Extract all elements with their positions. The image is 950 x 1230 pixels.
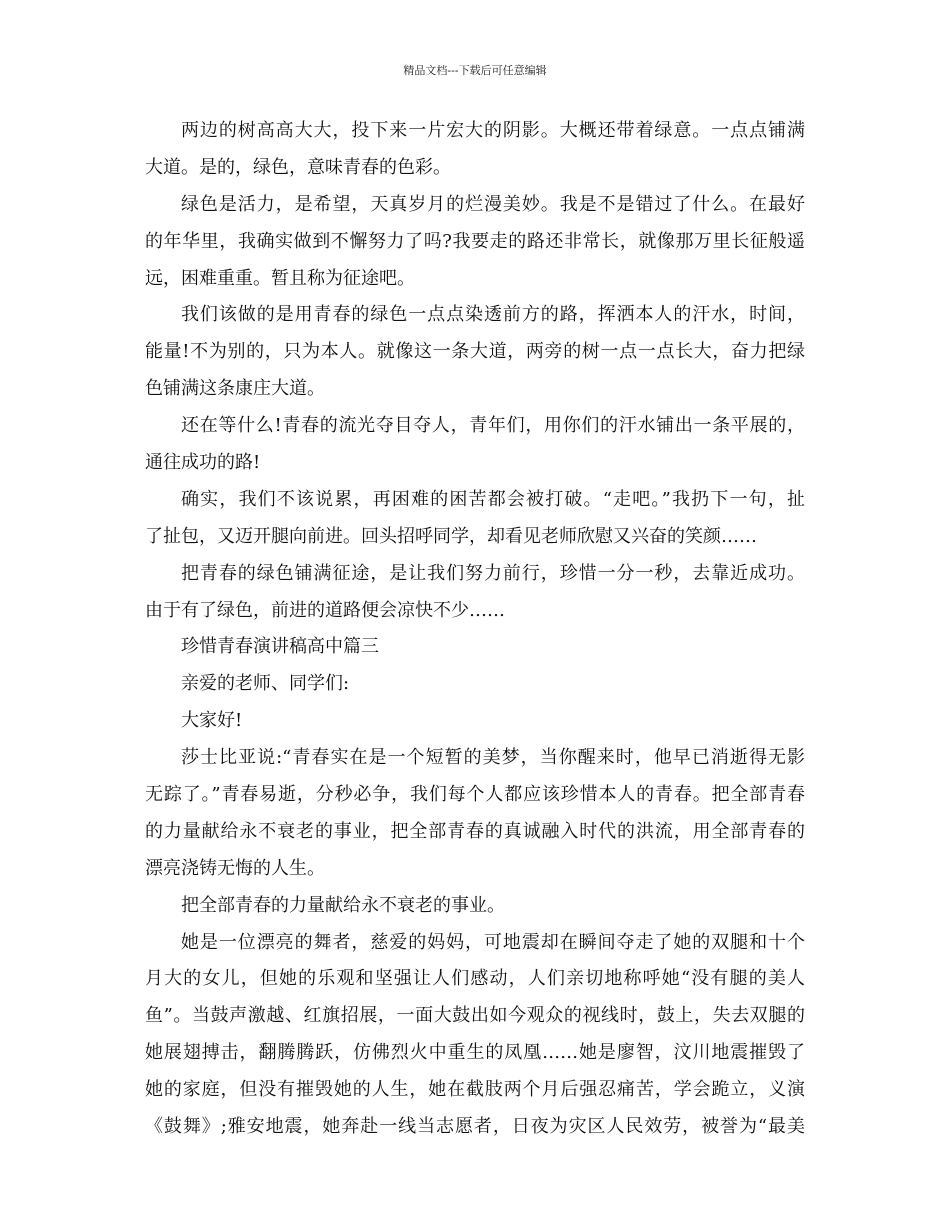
salutation: 亲爱的老师、同学们:	[181, 673, 350, 695]
greeting: 大家好!	[181, 710, 243, 732]
text-line: 她的家庭，但没有摧毁她的人生，她在截肢两个月后强忍痛苦，学会跪立，义演	[145, 1079, 805, 1101]
text-line: 她是一位漂亮的舞者，慈爱的妈妈，可地震却在瞬间夺走了她的双腿和十个	[181, 931, 805, 953]
text-line: 能量!不为别的，只为本人。就像这一条大道，两旁的树一点一点长大，奋力把绿	[145, 341, 805, 363]
text-line: 的年华里，我确实做到不懈努力了吗?我要走的路还非常长，就像那万里长征般遥	[145, 230, 805, 252]
text-line: 把全部青春的力量献给永不衰老的事业。	[181, 894, 505, 916]
text-line: 确实，我们不该说累，再困难的困苦都会被打破。“走吧。”我扔下一句，扯	[181, 488, 805, 510]
text-line: 还在等什么!青春的流光夺目夺人，青年们，用你们的汗水铺出一条平展的，	[181, 415, 805, 437]
text-line: 《鼓舞》;雅安地震，她奔赴一线当志愿者，日夜为灾区人民效劳，被誉为“最美	[145, 1116, 805, 1138]
text-line: 远，困难重重。暂且称为征途吧。	[145, 267, 415, 289]
section-title: 珍惜青春演讲稿高中篇三	[181, 636, 379, 658]
document-body	[145, 113, 805, 1146]
text-line: 大道。是的，绿色，意味青春的色彩。	[145, 156, 451, 178]
page-header: 精品文档---下载后可任意编辑	[403, 64, 547, 77]
text-line: 我们该做的是用青春的绿色一点点染透前方的路，挥洒本人的汗水，时间，	[181, 304, 805, 326]
text-line: 月大的女儿，但她的乐观和坚强让人们感动，人们亲切地称呼她“没有腿的美人	[145, 968, 805, 990]
text-line: 由于有了绿色，前进的道路便会凉快不少……	[145, 599, 505, 621]
text-line: 的力量献给永不衰老的事业，把全部青春的真诚融入时代的洪流，用全部青春的	[145, 820, 805, 842]
text-line: 漂亮浇铸无悔的人生。	[145, 857, 325, 879]
text-line: 鱼”。当鼓声激越、红旗招展，一面大鼓出如今观众的视线时，鼓上，失去双腿的	[145, 1005, 805, 1027]
text-line: 无踪了。”青春易逝，分秒必争，我们每个人都应该珍惜本人的青春。把全部青春	[145, 784, 805, 806]
text-line: 色铺满这条康庄大道。	[145, 378, 325, 400]
text-line: 把青春的绿色铺满征途，是让我们努力前行，珍惜一分一秒，去靠近成功。	[181, 562, 805, 584]
text-line: 了扯包，又迈开腿向前进。回头招呼同学，却看见老师欣慰又兴奋的笑颜……	[145, 525, 757, 547]
text-line: 莎士比亚说:“青春实在是一个短暂的美梦，当你醒来时，他早已消逝得无影	[181, 747, 805, 769]
text-line: 通往成功的路!	[145, 452, 261, 474]
text-line: 两边的树高高大大，投下来一片宏大的阴影。大概还带着绿意。一点点铺满	[181, 120, 805, 141]
text-line: 她展翅搏击，翻腾腾跃，仿佛烈火中重生的凤凰……她是廖智，汶川地震摧毁了	[145, 1042, 805, 1064]
text-line: 绿色是活力，是希望，天真岁月的烂漫美妙。我是不是错过了什么。在最好	[181, 193, 805, 215]
